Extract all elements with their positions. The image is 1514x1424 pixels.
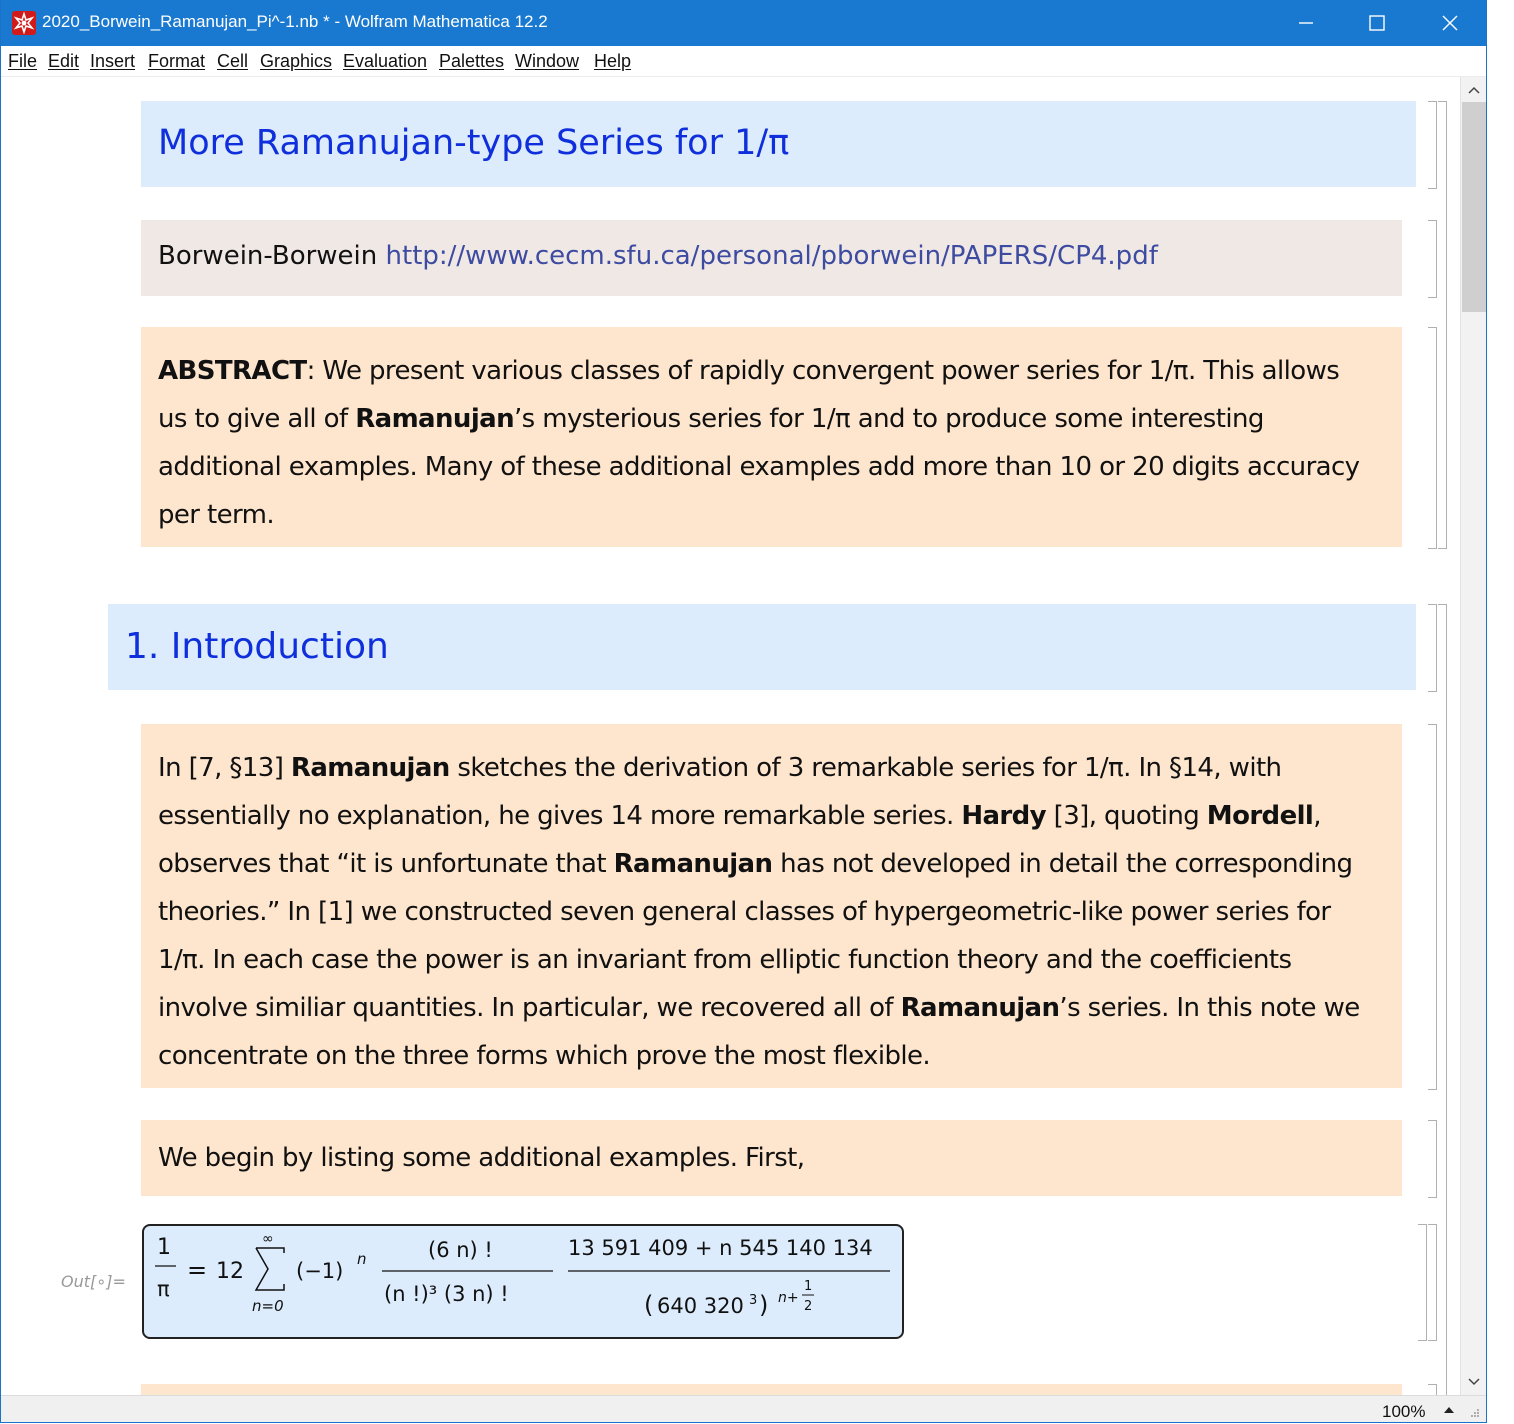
intro-text-4: , observes that “it is unfortunate that bbox=[158, 801, 1321, 879]
intro-text-3: [3], quoting bbox=[1046, 801, 1207, 831]
intro-text-6: ’s series. In this note we concentrate on the three forms which prove the most flexible. bbox=[158, 993, 1360, 1071]
sum-upper-limit: ∞ bbox=[262, 1231, 274, 1247]
output-formula-box[interactable] bbox=[142, 1224, 904, 1339]
intro-bold-2: Hardy bbox=[961, 801, 1047, 831]
begin-text: We begin by listing some additional examples. First, bbox=[158, 1143, 805, 1173]
zoom-level[interactable]: 100% bbox=[1382, 1402, 1426, 1421]
intro-text-5: has not developed in detail the corresponding theories.” In [1] we constructed seven general classes of hypergeometric-like power series for 1/π. In each case the power is an invariant from elliptic function theory and the coefficients involve similiar quantities. In particular, we recovered all of bbox=[158, 849, 1353, 1023]
formula-svg bbox=[144, 1226, 902, 1337]
section-title: 1. Introduction bbox=[125, 626, 389, 667]
menu-help[interactable]: Help bbox=[594, 51, 632, 71]
menu-palettes[interactable]: Palettes bbox=[439, 51, 505, 71]
notebook-title: More Ramanujan-type Series for 1/π bbox=[158, 123, 790, 163]
cell-bracket[interactable] bbox=[1428, 604, 1437, 692]
sign-term: (−1) bbox=[296, 1259, 344, 1283]
status-bar bbox=[1, 1395, 1487, 1423]
intro-bold-3: Mordell bbox=[1206, 801, 1314, 831]
lhs-numerator: 1 bbox=[157, 1235, 171, 1260]
menu-bar bbox=[1, 46, 1487, 77]
equals-sign: = bbox=[187, 1256, 208, 1284]
title-bar[interactable] bbox=[1, 0, 1487, 46]
output-group-bracket[interactable] bbox=[1428, 1224, 1437, 1341]
abstract-name: Ramanujan bbox=[355, 404, 514, 434]
denominator-inner-exponent: 3 bbox=[749, 1293, 758, 1308]
summation-icon bbox=[256, 1248, 284, 1290]
section-group-bracket[interactable] bbox=[1438, 604, 1447, 1395]
introduction-cell[interactable] bbox=[141, 724, 1402, 1088]
coefficient: 12 bbox=[216, 1259, 244, 1284]
close-icon bbox=[1442, 15, 1458, 31]
menu-format[interactable]: Format bbox=[148, 51, 206, 71]
menu-edit[interactable]: Edit bbox=[48, 51, 80, 71]
intro-bold-5: Ramanujan bbox=[900, 993, 1060, 1023]
abstract-text-2: ’s mysterious series for 1/π and to produce some interesting additional examples. Many of these additional examples add more than 10 or 20 digits accuracy per term. bbox=[158, 404, 1360, 530]
abstract-text-1: : We present various classes of rapidly convergent power series for 1/π. This allows us to give all of bbox=[158, 356, 1340, 434]
section-cell[interactable] bbox=[108, 604, 1416, 690]
intro-bold-1: Ramanujan bbox=[290, 753, 450, 783]
reference-cell[interactable] bbox=[141, 220, 1402, 296]
menu-window[interactable]: Window bbox=[515, 51, 580, 71]
factorial-denominator: (n !)³ (3 n) ! bbox=[384, 1282, 509, 1306]
cell-bracket[interactable] bbox=[1428, 101, 1437, 189]
abstract-label: ABSTRACT bbox=[158, 356, 307, 386]
window-title: 2020_Borwein_Ramanujan_Pi^-1.nb * - Wolfram Mathematica 12.2 bbox=[42, 12, 548, 31]
menu-graphics[interactable]: Graphics bbox=[260, 51, 333, 71]
cell-bracket[interactable] bbox=[1428, 327, 1437, 549]
paren-open: ( bbox=[644, 1291, 654, 1319]
factorial-numerator: (6 n) ! bbox=[428, 1238, 493, 1262]
menu-evaluation[interactable]: Evaluation bbox=[343, 51, 428, 71]
output-label: Out[∘]= bbox=[61, 1272, 126, 1291]
abstract-cell[interactable] bbox=[141, 327, 1402, 547]
begin-text-cell[interactable] bbox=[141, 1120, 1402, 1196]
scroll-down-icon[interactable] bbox=[1468, 1378, 1480, 1386]
sum-lower-limit: n=0 bbox=[252, 1297, 284, 1315]
menu-file[interactable]: File bbox=[8, 51, 38, 71]
intro-bold-4: Ramanujan bbox=[613, 849, 773, 879]
cell-group-bracket[interactable] bbox=[1438, 101, 1447, 549]
notebook-content[interactable] bbox=[1, 77, 1460, 1395]
reference-link[interactable]: http://www.cecm.sfu.ca/personal/pborwein/PAPERS/CP4.pdf bbox=[385, 241, 1158, 271]
mathematica-logo-icon bbox=[12, 11, 36, 35]
minimize-icon bbox=[1298, 15, 1314, 31]
denominator-base: 640 320 bbox=[657, 1294, 744, 1318]
scroll-up-icon[interactable] bbox=[1468, 86, 1480, 94]
intro-text-1: In [7, §13] bbox=[158, 753, 291, 783]
denominator-exponent: n+ bbox=[778, 1290, 799, 1306]
menu-insert[interactable]: Insert bbox=[90, 51, 136, 71]
half-denominator: 2 bbox=[804, 1299, 813, 1314]
maximize-icon bbox=[1369, 15, 1385, 31]
intro-text-2: sketches the derivation of 3 remarkable series for 1/π. In §14, with essentially no explanation, he gives 14 more remarkable series. bbox=[158, 753, 1282, 831]
zoom-menu-icon[interactable] bbox=[1443, 1406, 1455, 1414]
cell-bracket[interactable] bbox=[1428, 1384, 1437, 1395]
half-numerator: 1 bbox=[804, 1279, 813, 1294]
cell-bracket[interactable] bbox=[1428, 724, 1437, 1090]
output-cell-bracket[interactable] bbox=[1418, 1224, 1427, 1341]
close-button[interactable] bbox=[1415, 0, 1485, 46]
linear-numerator: 13 591 409 + n 545 140 134 bbox=[568, 1236, 873, 1260]
lhs-denominator: π bbox=[157, 1277, 170, 1301]
notebook-title-cell[interactable] bbox=[141, 101, 1416, 187]
scrollbar-thumb[interactable] bbox=[1462, 102, 1486, 312]
sign-exponent: n bbox=[357, 1250, 367, 1268]
resize-grip-icon[interactable] bbox=[1470, 1408, 1480, 1418]
reference-prefix: Borwein-Borwein bbox=[158, 241, 386, 271]
cell-bracket[interactable] bbox=[1428, 1120, 1437, 1198]
paren-close: ) bbox=[759, 1291, 769, 1319]
minimize-button[interactable] bbox=[1271, 0, 1341, 46]
next-text-cell[interactable] bbox=[141, 1384, 1402, 1395]
maximize-button[interactable] bbox=[1342, 0, 1412, 46]
cell-bracket[interactable] bbox=[1428, 220, 1437, 298]
menu-cell[interactable]: Cell bbox=[217, 51, 249, 71]
